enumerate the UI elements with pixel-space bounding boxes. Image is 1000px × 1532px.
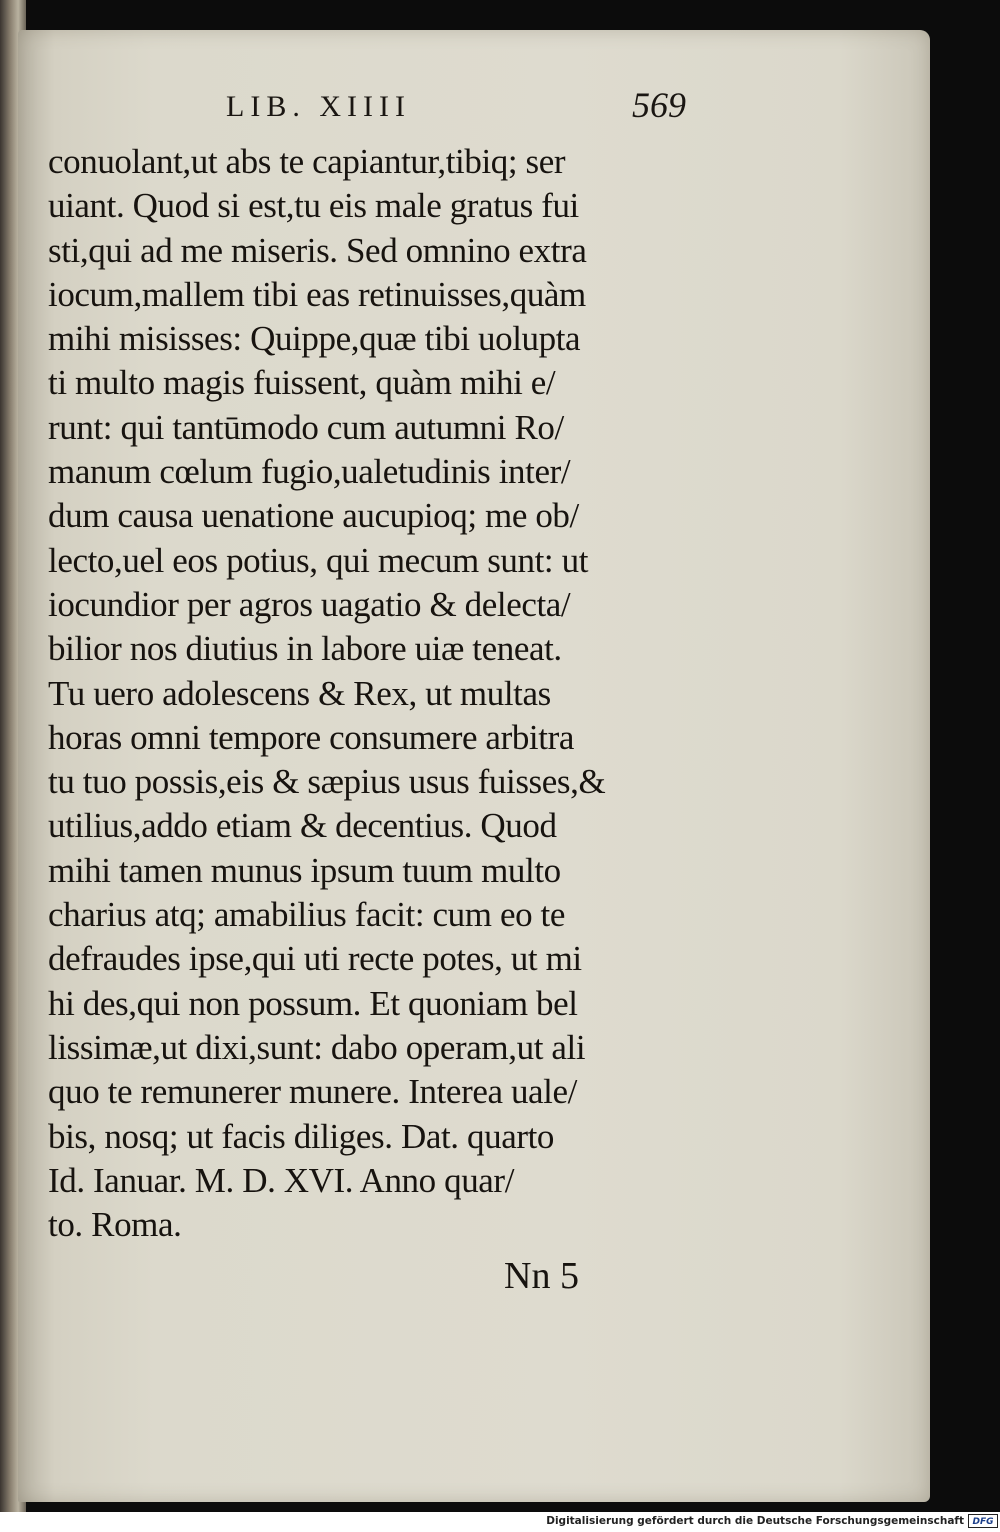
text-line: uiant. Quod si est,tu eis male gratus fui (48, 186, 579, 226)
text-line: ti multo magis fuissent, quàm mihi e/ (48, 363, 556, 403)
text-line: iocum,mallem tibi eas retinuisses,quàm (48, 274, 586, 314)
text-line: bilior nos diutius in labore uiæ teneat. (48, 629, 562, 669)
footer-bar (0, 1512, 1000, 1532)
dfg-logo: DFG (968, 1514, 998, 1528)
text-line: horas omni tempore consumere arbitra (48, 717, 574, 757)
text-line: Id. Ianuar. M. D. XVI. Anno quar/ (48, 1160, 515, 1200)
text-line: mihi misisses: Quippe,quæ tibi uolupta (48, 319, 581, 359)
text-line: quo te remunerer munere. Interea uale/ (48, 1072, 577, 1112)
text-line: dum causa uenatione aucupioq; me ob/ (48, 496, 579, 536)
body-text (48, 140, 728, 1247)
text-line: runt: qui tantūmodo cum autumni Ro/ (48, 407, 564, 447)
text-line: utilius,addo etiam & decentius. Quod (48, 806, 557, 846)
signature-mark: Nn 5 (504, 1255, 579, 1297)
text-line: Tu uero adolescens & Rex, ut multas (48, 673, 551, 713)
text-line: manum cœlum fugio,ualetudinis inter/ (48, 452, 571, 492)
text-line: to. Roma. (48, 1205, 182, 1245)
text-line: bis, nosq; ut facis diliges. Dat. quarto (48, 1116, 555, 1156)
text-line: lecto,uel eos potius, qui mecum sunt: ut (48, 540, 589, 580)
text-line: tu tuo possis,eis & sæpius usus fuisses,& (48, 762, 606, 802)
page-header (0, 84, 1000, 134)
text-line: defraudes ipse,qui uti recte potes, ut mi (48, 939, 582, 979)
text-line: lissimæ,ut dixi,sunt: dabo operam,ut ali (48, 1027, 586, 1067)
running-head: LIB. XIIII (226, 90, 411, 123)
text-line: hi des,qui non possum. Et quoniam bel (48, 983, 578, 1023)
text-line: mihi tamen munus ipsum tuum multo (48, 850, 561, 890)
funding-credit: Digitalisierung gefördert durch die Deutsche Forschungsgemeinschaft (546, 1515, 964, 1527)
text-line: conuolant,ut abs te capiantur,tibiq; ser (48, 142, 566, 181)
text-line: sti,qui ad me miseris. Sed omnino extra (48, 230, 587, 270)
page-number: 569 (632, 85, 686, 125)
text-line: charius atq; amabilius facit: cum eo te (48, 895, 565, 935)
text-line: iocundior per agros uagatio & delecta/ (48, 584, 571, 624)
